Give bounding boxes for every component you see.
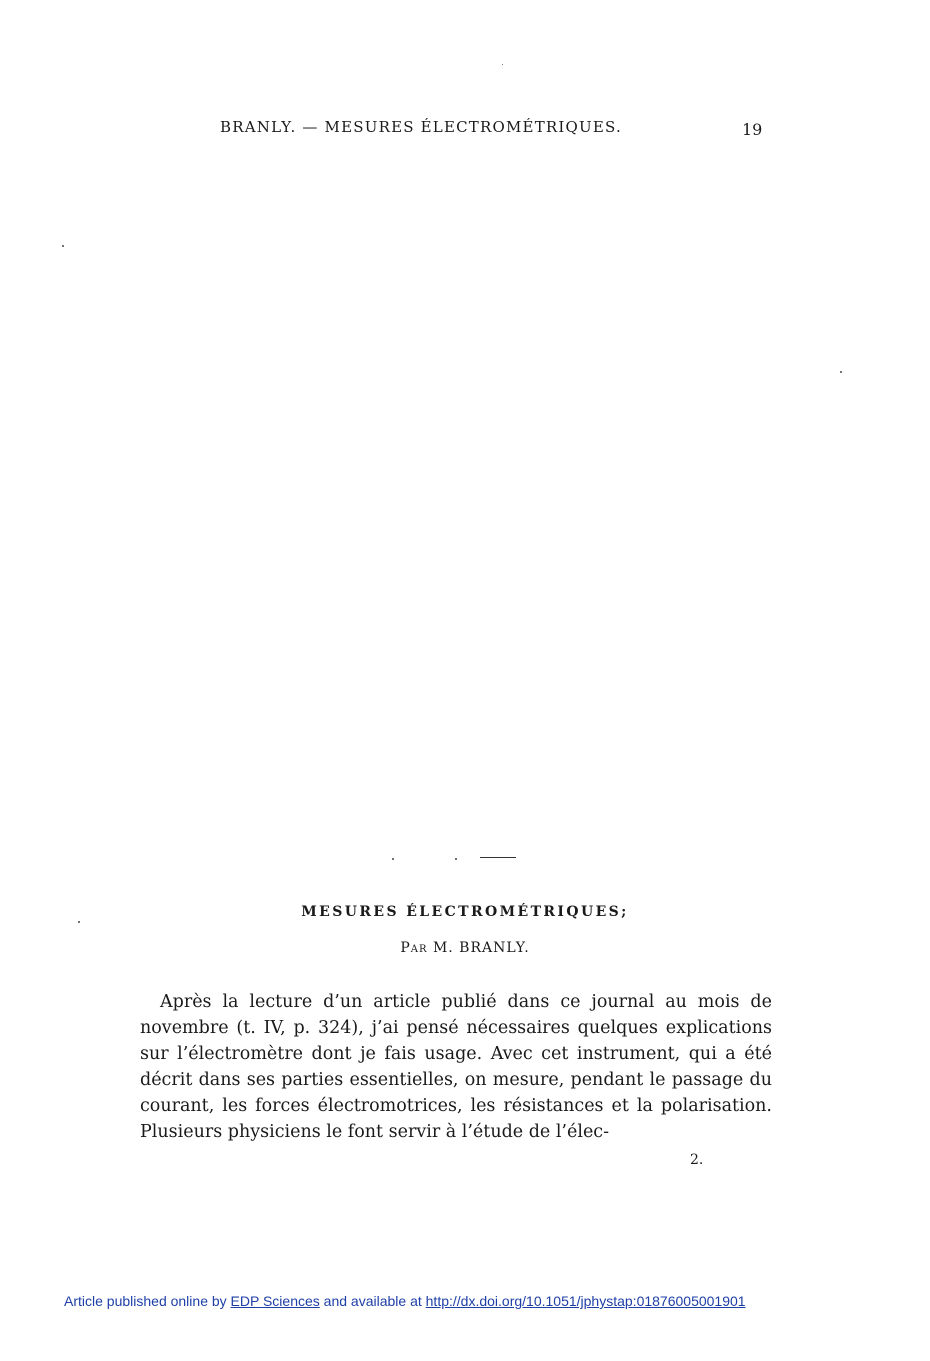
scan-speck (840, 371, 842, 373)
doi-link[interactable]: http://dx.doi.org/10.1051/jphystap:01876005001901 (425, 1293, 746, 1309)
scan-speck (455, 858, 457, 860)
section-divider (480, 857, 516, 858)
article-title: MESURES ÉLECTROMÉTRIQUES; (301, 904, 629, 920)
scan-speck (78, 921, 80, 923)
page-number: 19 (742, 120, 763, 139)
scan-speck (392, 858, 394, 860)
body-paragraph: Après la lecture d’un article publié dans ce journal au mois de novembre (t. IV, p. 324), j’ai pensé nécessaires quelques explications sur l’électromètre dont je fais usage. Avec cet instrument, qui a été décrit dans ses parties essentielles, on mesure, pendant le passage du courant, les forces électromotrices, les résistances et la polarisation. Plusieurs physiciens le font servir à l’étude de l’élec- (140, 992, 772, 1142)
scan-speck (62, 245, 64, 247)
running-head: BRANLY. — MESURES ÉLECTROMÉTRIQUES. (220, 118, 622, 136)
byline: Par M. BRANLY. (400, 940, 530, 956)
signature-mark: 2. (690, 1152, 704, 1168)
footer-middle: and available at (319, 1293, 426, 1309)
footer-prefix: Article published online by (64, 1293, 231, 1309)
scan-speck (502, 64, 503, 65)
publisher-link[interactable]: EDP Sciences (230, 1293, 320, 1309)
publication-footer (64, 1293, 746, 1309)
